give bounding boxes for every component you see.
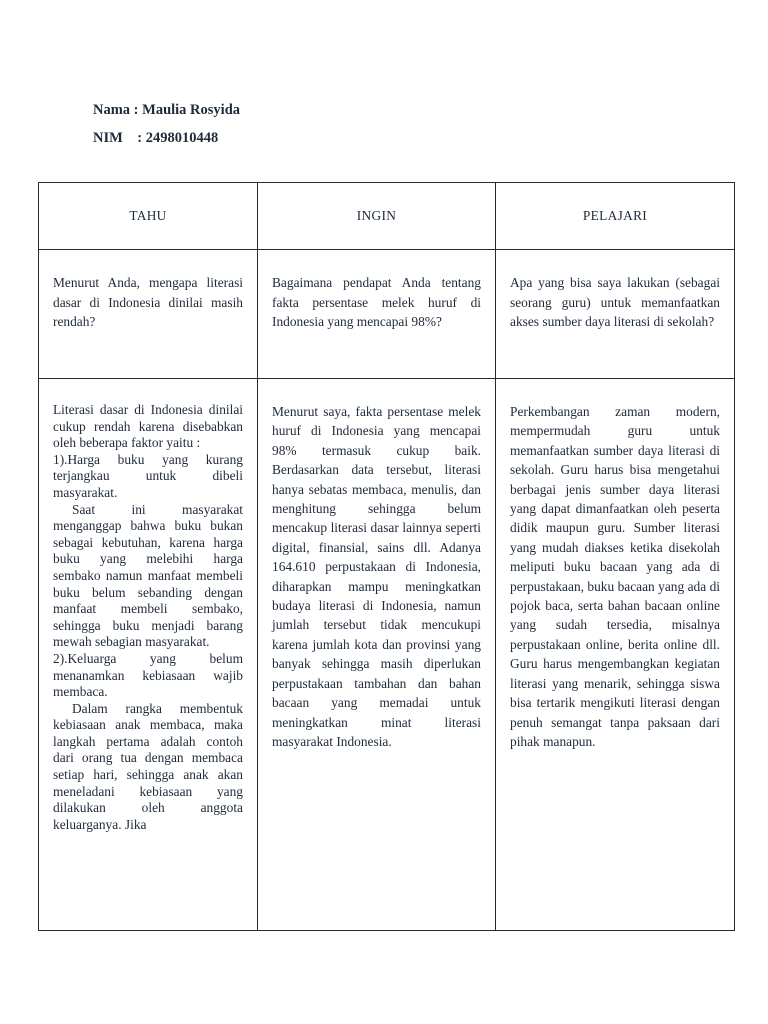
student-header	[93, 96, 240, 152]
answer-cell-tahu	[39, 379, 258, 931]
student-name: Nama : Maulia Rosyida	[93, 102, 241, 118]
answer-pelajari-text: Perkembangan zaman modern, mempermudah guru untuk memanfaatkan sumber daya literasi di sekolah. Guru harus bisa mengetahui berbagai jenis sumber daya literasi yang dapat dimanfaatkan oleh peserta didik maupun guru. Sumber literasi yang mudah diakses ketika disekolah meliputi buku bacaan yang ada di perpustakaan, buku bacaan yang ada di pojok baca, serta bahan bacaan online yang sudah tersedia, misalnya perpustakaan online, berita online dll. Guru harus mengembangkan kegiatan literasi yang menarik, sehingga siswa bisa tertarik mengikuti literasi dengan penuh semangat tanpa paksaan dari pihak manapun.	[510, 404, 720, 749]
column-header-ingin: INGIN	[258, 183, 496, 250]
question-cell-ingin	[258, 250, 496, 379]
answer-ingin-text: Menurut saya, fakta persentase melek huruf di Indonesia yang mencapai 98% termasuk cukup baik. Berdasarkan data tersebut, literasi hanya sebatas membaca, menulis, dan menghitung sehingga belum mencakup literasi dasar lainnya seperti digital, finansial, sains dll. Adanya 164.610 perpustakaan di Indonesia, diharapkan mampu meningkatkan budaya literasi di Indonesia, namun jumlah tersebut tidak mencukupi karena jumlah kota dan provinsi yang banyak sehingga masih diperlukan perpustakaan tambahan dan bahan bacaan yang memadai untuk meningkatkan minat literasi masyarakat Indonesia.	[272, 404, 481, 749]
column-header-pelajari: PELAJARI	[496, 183, 735, 250]
answer-tahu-point-2: 2).Keluarga yang belum menanamkan kebiasaan wajib membaca.	[53, 650, 243, 700]
question-pelajari: Apa yang bisa saya lakukan (sebagai seorang guru) untuk memanfaatkan akses sumber daya literasi di sekolah?	[510, 275, 720, 329]
question-cell-pelajari	[496, 250, 735, 379]
question-cell-tahu	[39, 250, 258, 379]
student-nim: NIM : 2498010448	[93, 130, 219, 146]
answer-cell-ingin	[258, 379, 496, 931]
answer-ingin	[258, 379, 495, 751]
answer-row	[39, 379, 735, 931]
answer-pelajari	[496, 379, 734, 751]
answer-tahu	[39, 379, 257, 833]
question-row	[39, 250, 735, 379]
question-tahu: Menurut Anda, mengapa literasi dasar di Indonesia dinilai masih rendah?	[53, 275, 243, 329]
answer-cell-pelajari	[496, 379, 735, 931]
answer-tahu-point-1: 1).Harga buku yang kurang terjangkau untuk dibeli masyarakat.	[53, 451, 243, 500]
answer-tahu-intro: Literasi dasar di Indonesia dinilai cukup rendah karena disebabkan oleh beberapa faktor yaitu :	[53, 402, 243, 451]
kwl-table	[38, 182, 735, 931]
table-header-row	[39, 183, 735, 250]
answer-tahu-paragraph-1: Saat ini masyarakat menganggap bahwa buku bukan sebagai kebutuhan, karena harga buku yang melebihi harga sembako namun manfaat membeli buku belum sebanding dengan manfaat membeli sembako, sehingga buku menjadi barang mewah sebagian masyarakat.	[53, 501, 243, 650]
column-header-tahu: TAHU	[39, 183, 258, 250]
answer-tahu-paragraph-2: Dalam rangka membentuk kebiasaan anak membaca, maka langkah pertama adalah contoh dari orang tua dengan membaca setiap hari, sehingga anak akan meneladani kebiasaan yang dilakukan oleh anggota keluarganya. Jika	[53, 700, 243, 832]
question-ingin: Bagaimana pendapat Anda tentang fakta persentase melek huruf di Indonesia yang mencapai 98%?	[272, 275, 481, 329]
